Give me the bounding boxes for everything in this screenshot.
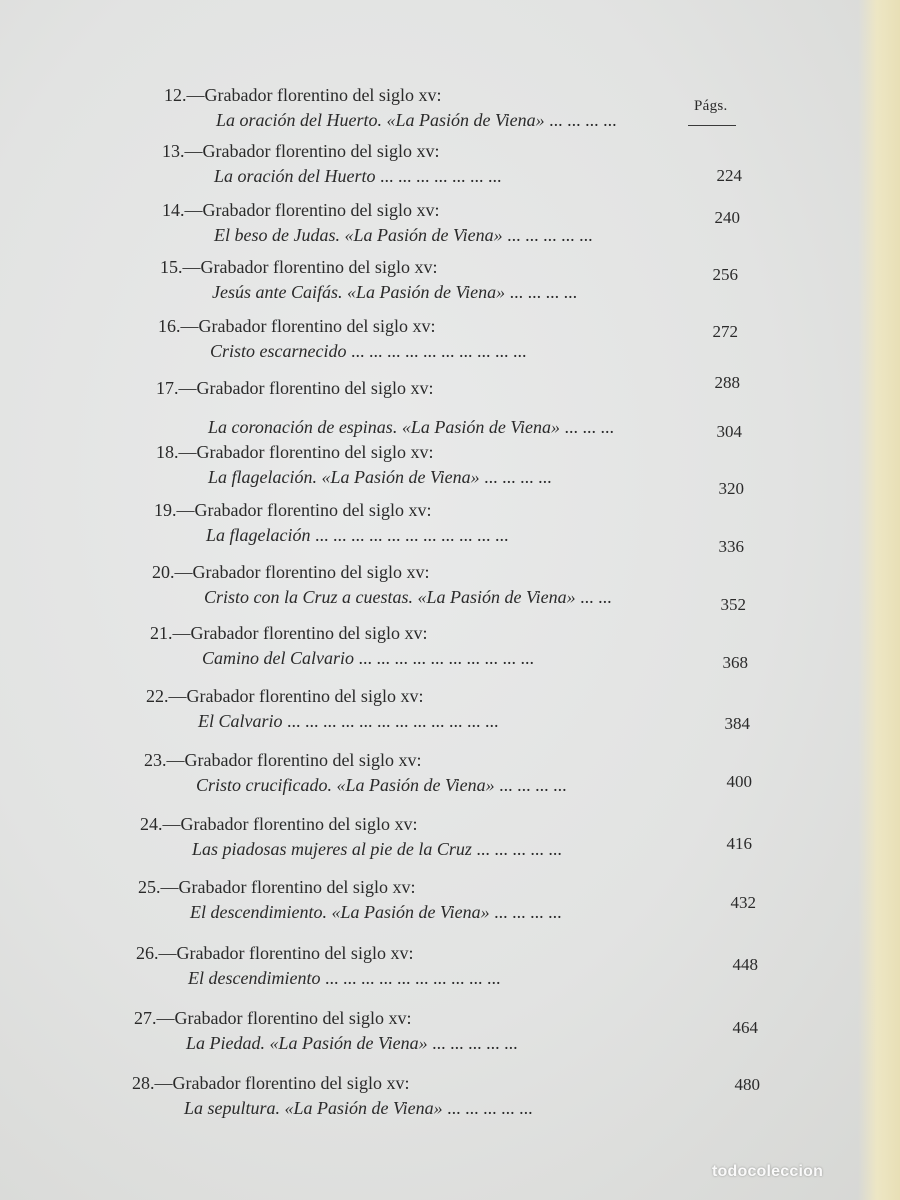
entry-subject-line xyxy=(210,341,527,362)
entry-subject-line xyxy=(206,525,509,546)
entry-title: Grabador florentino del siglo xv: xyxy=(186,686,424,706)
entry-title: Grabador florentino del siglo xv: xyxy=(196,378,434,398)
entry-page-number: 288 xyxy=(714,373,740,392)
entry-heading: 24.—Grabador florentino del siglo xv: xyxy=(140,814,418,834)
leader-dots: ... ... ... ... ... ... ... ... ... ... xyxy=(324,968,501,988)
leader-dots: ... ... ... ... ... ... ... ... ... ... xyxy=(351,341,527,361)
entry-subject-line xyxy=(214,166,502,187)
entry-number: 26 xyxy=(136,943,154,963)
entry-number: 23 xyxy=(144,750,162,770)
entry-subject-line xyxy=(202,648,534,669)
entry-subject-line xyxy=(186,1033,518,1054)
entry-subject-line xyxy=(190,902,562,923)
entry-number: 18 xyxy=(156,442,174,462)
entry-page-number: 432 xyxy=(730,893,756,912)
entry-subject: El beso de Judas. «La Pasión de Viena» xyxy=(214,225,503,245)
entry-page-number: 448 xyxy=(732,955,758,974)
entry-page-number: 224 xyxy=(716,166,742,185)
leader-dots: ... ... ... ... ... xyxy=(507,225,593,245)
leader-dots: ... ... ... ... ... ... ... ... ... ... ... xyxy=(315,525,509,545)
entry-page-number: 304 xyxy=(716,422,742,441)
entry-subject-line xyxy=(208,467,552,488)
entry-subject-line xyxy=(198,711,499,732)
entry-title: Grabador florentino del siglo xv: xyxy=(194,500,432,520)
entry-page-number: 464 xyxy=(732,1018,758,1037)
entry-heading: 28.—Grabador florentino del siglo xv: xyxy=(132,1073,410,1093)
toc-entry-28 xyxy=(132,1073,760,1133)
entry-heading: 17.—Grabador florentino del siglo xv: xyxy=(156,378,434,398)
entry-title: Grabador florentino del siglo xv: xyxy=(202,200,440,220)
entry-number: 15 xyxy=(160,257,178,277)
entry-subject: El descendimiento xyxy=(188,968,321,988)
entry-number: 28 xyxy=(132,1073,150,1093)
entry-page-number: 384 xyxy=(724,714,750,733)
entry-number: 27 xyxy=(134,1008,152,1028)
leader-dots: ... ... ... ... ... xyxy=(432,1033,518,1053)
entry-subject: La Piedad. «La Pasión de Viena» xyxy=(186,1033,428,1053)
leader-dots: ... ... ... ... xyxy=(509,282,578,302)
toc-entry-20 xyxy=(152,562,772,622)
entry-subject: El Calvario xyxy=(198,711,283,731)
entry-number: 19 xyxy=(154,500,172,520)
entry-subject: Cristo escarnecido xyxy=(210,341,347,361)
entry-heading: 22.—Grabador florentino del siglo xv: xyxy=(146,686,424,706)
pages-column-header: Págs. xyxy=(694,98,728,114)
entry-number: 25 xyxy=(138,877,156,897)
entry-heading: 12.—Grabador florentino del siglo xv: xyxy=(164,85,442,105)
toc-entry-23 xyxy=(144,750,764,810)
entry-title: Grabador florentino del siglo xv: xyxy=(200,257,438,277)
entry-subject-line xyxy=(196,775,567,796)
entry-title: Grabador florentino del siglo xv: xyxy=(180,814,418,834)
entry-page-number: 416 xyxy=(726,834,752,853)
entry-page-number: 352 xyxy=(720,595,746,614)
leader-dots: ... ... ... ... ... ... ... xyxy=(380,166,502,186)
entry-page-number: 336 xyxy=(718,537,744,556)
entry-number: 22 xyxy=(146,686,164,706)
toc-entry-14 xyxy=(162,200,782,260)
leader-dots: ... ... ... ... xyxy=(549,110,617,130)
entry-subject: Cristo crucificado. «La Pasión de Viena» xyxy=(196,775,495,795)
entry-subject: El descendimiento. «La Pasión de Viena» xyxy=(190,902,490,922)
entry-subject: La oración del Huerto xyxy=(214,166,376,186)
toc-entry-16 xyxy=(158,316,778,376)
entry-subject-line xyxy=(192,839,562,860)
toc-entry-12 xyxy=(164,85,784,145)
entry-subject-line xyxy=(214,225,593,246)
entry-subject: La sepultura. «La Pasión de Viena» xyxy=(184,1098,443,1118)
entry-number: 14 xyxy=(162,200,180,220)
entry-title: Grabador florentino del siglo xv: xyxy=(172,1073,410,1093)
toc-entry-13 xyxy=(162,141,782,201)
watermark: todocoleccion xyxy=(712,1163,824,1180)
leader-dots: ... ... ... ... ... xyxy=(476,839,562,859)
entry-heading: 26.—Grabador florentino del siglo xv: xyxy=(136,943,414,963)
toc-entry-21 xyxy=(150,623,770,683)
entry-heading: 23.—Grabador florentino del siglo xv: xyxy=(144,750,422,770)
entry-heading: 16.—Grabador florentino del siglo xv: xyxy=(158,316,436,336)
entry-subject-line xyxy=(216,110,617,131)
entry-subject: La coronación de espinas. «La Pasión de Viena» xyxy=(208,417,560,437)
entry-subject-line xyxy=(212,282,577,303)
entry-heading: 13.—Grabador florentino del siglo xv: xyxy=(162,141,440,161)
entry-subject-line xyxy=(204,587,612,608)
entry-page-number: 320 xyxy=(718,479,744,498)
entry-heading: 19.—Grabador florentino del siglo xv: xyxy=(154,500,432,520)
entry-heading: 14.—Grabador florentino del siglo xv: xyxy=(162,200,440,220)
toc-entry-19 xyxy=(154,500,774,560)
entry-title: Grabador florentino del siglo xv: xyxy=(198,316,436,336)
entry-subject: La flagelación xyxy=(206,525,311,545)
entry-title: Grabador florentino del siglo xv: xyxy=(178,877,416,897)
leader-dots: ... ... ... ... ... xyxy=(447,1098,533,1118)
toc-entry-15 xyxy=(160,257,780,317)
entry-title: Grabador florentino del siglo xv: xyxy=(204,85,442,105)
entry-page-number: 256 xyxy=(712,265,738,284)
entry-number: 12 xyxy=(164,85,182,105)
entry-number: 20 xyxy=(152,562,170,582)
entry-page-number: 240 xyxy=(714,208,740,227)
entry-page-number: 480 xyxy=(734,1075,760,1094)
entry-title: Grabador florentino del siglo xv: xyxy=(202,141,440,161)
toc-entry-18 xyxy=(156,442,776,502)
toc-entry-22 xyxy=(146,686,766,746)
toc-entry-26 xyxy=(136,943,756,1003)
entry-page-number: 272 xyxy=(712,322,738,341)
entry-title: Grabador florentino del siglo xv: xyxy=(192,562,430,582)
entry-number: 24 xyxy=(140,814,158,834)
entry-heading: 25.—Grabador florentino del siglo xv: xyxy=(138,877,416,897)
entry-subject: La oración del Huerto. «La Pasión de Viena» xyxy=(216,110,545,130)
entry-number: 21 xyxy=(150,623,168,643)
entry-subject: Cristo con la Cruz a cuestas. «La Pasión de Viena» xyxy=(204,587,576,607)
leader-dots: ... ... ... ... ... ... ... ... ... ... ... ... xyxy=(287,711,499,731)
toc-entry-25 xyxy=(138,877,758,937)
entry-number: 13 xyxy=(162,141,180,161)
entry-heading: 27.—Grabador florentino del siglo xv: xyxy=(134,1008,412,1028)
toc-entry-24 xyxy=(140,814,760,874)
entry-heading: 20.—Grabador florentino del siglo xv: xyxy=(152,562,430,582)
entry-heading: 15.—Grabador florentino del siglo xv: xyxy=(160,257,438,277)
toc-entry-27 xyxy=(134,1008,758,1068)
entry-subject: Camino del Calvario xyxy=(202,648,354,668)
entry-title: Grabador florentino del siglo xv: xyxy=(190,623,428,643)
leader-dots: ... ... ... ... xyxy=(484,467,552,487)
entry-page-number: 368 xyxy=(722,653,748,672)
entry-heading: 18.—Grabador florentino del siglo xv: xyxy=(156,442,434,462)
leader-dots: ... ... ... ... ... ... ... ... ... ... xyxy=(358,648,534,668)
entry-subject-line xyxy=(208,417,614,438)
leader-dots: ... ... ... ... xyxy=(494,902,562,922)
entry-title: Grabador florentino del siglo xv: xyxy=(184,750,422,770)
entry-number: 16 xyxy=(158,316,176,336)
leader-dots: ... ... ... ... xyxy=(499,775,567,795)
entry-title: Grabador florentino del siglo xv: xyxy=(176,943,414,963)
entry-subject-line xyxy=(184,1098,533,1119)
entry-subject-line xyxy=(188,968,500,989)
entry-heading: 21.—Grabador florentino del siglo xv: xyxy=(150,623,428,643)
entry-subject: La flagelación. «La Pasión de Viena» xyxy=(208,467,480,487)
entry-number: 17 xyxy=(156,378,174,398)
entry-subject: Las piadosas mujeres al pie de la Cruz xyxy=(192,839,472,859)
leader-dots: ... ... xyxy=(580,587,612,607)
entry-title: Grabador florentino del siglo xv: xyxy=(196,442,434,462)
entry-title: Grabador florentino del siglo xv: xyxy=(174,1008,412,1028)
entry-subject: Jesús ante Caifás. «La Pasión de Viena» xyxy=(212,282,506,302)
entry-page-number: 400 xyxy=(726,772,752,791)
leader-dots: ... ... ... xyxy=(564,417,614,437)
